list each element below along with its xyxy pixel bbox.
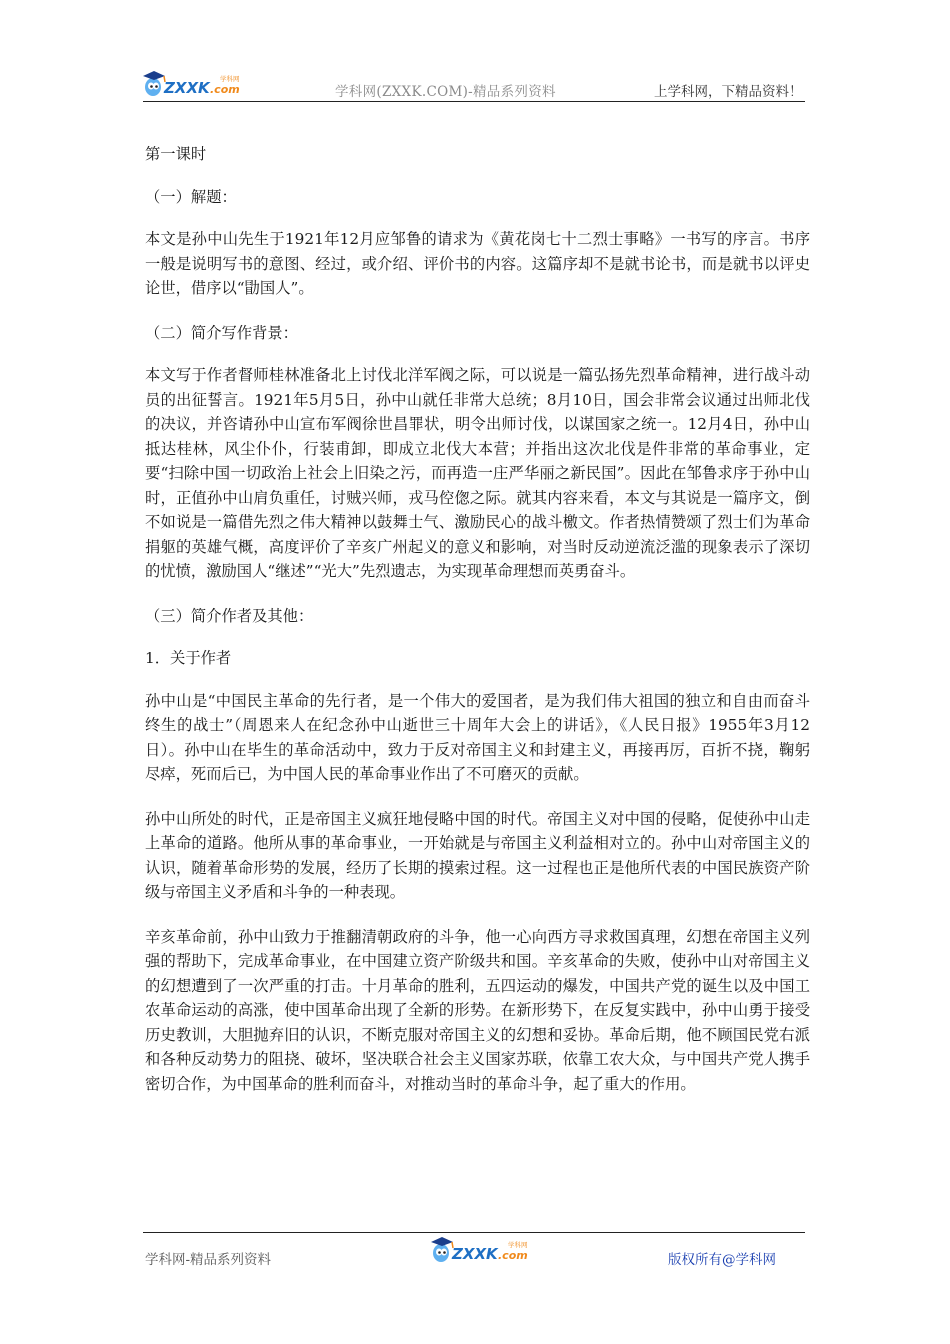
lesson-title: 第一课时 [145, 145, 207, 163]
svg-text:.com: .com [210, 83, 240, 96]
section-heading-topic: （一）解题： [145, 187, 237, 206]
header-logo[interactable] [140, 66, 250, 100]
paragraph-background: 本文写于作者督师桂林准备北上讨伐北洋军阀之际，可以说是一篇弘扬先烈革命精神，进行战斗动员的出征誓言。1921年5月5日，孙中山就任非常大总统；8月10日，国会非常会议通过出师北伐的决议，并咨请孙中山宣布军阀徐世昌罪状，明令出师讨伐，以谋国家之统一。12月4日，孙中山抵达桂林，风尘仆仆，行装甫卸，即成立北伐大本营；并指出这次北伐是件非常的革命事业，定要“扫除中国一切政治上社会上旧染之污，而再造一庄严华丽之新民国”。因此在邹鲁求序于孙中山时，正值孙中山肩负重任，讨贼兴师，戎马倥偬之际。就其内容来看，本文与其说是一篇序文，倒不如说是一篇借先烈之伟大精神以鼓舞士气、激励民心的战斗檄文。作者热情赞颂了烈士们为革命捐躯的英雄气概，高度评价了辛亥广州起义的意义和影响，对当时反动逆流泛滥的现象表示了深切的忧愤，激励国人“继述”“光大”先烈遗志，为实现革命理想而英勇奋斗。 [145, 366, 810, 580]
header-divider [143, 101, 805, 102]
paragraph-author-3: 辛亥革命前，孙中山致力于推翻清朝政府的斗争，他一心向西方寻求救国真理，幻想在帝国主义列强的帮助下，完成革命事业，在中国建立资产阶级共和国。辛亥革命的失败，使孙中山对帝国主义的幻想遭到了一次严重的打击。十月革命的胜利，五四运动的爆发，中国共产党的诞生以及中国工农革命运动的高涨，使中国革命出现了全新的形势。在新形势下，在反复实践中，孙中山勇于接受历史教训，大胆抛弃旧的认识，不断克服对帝国主义的幻想和妥协。革命后期，他不顾国民党右派和各种反动势力的阻挠、破坏，坚决联合社会主义国家苏联，依靠工农大众，与中国共产党人携手密切合作，为中国革命的胜利而奋斗，对推动当时的革命斗争，起了重大的作用。 [145, 927, 810, 1093]
zxxk-logo-icon [140, 66, 250, 100]
paragraph-topic: 本文是孙中山先生于1921年12月应邹鲁的请求为《黄花岗七十二烈士事略》一书写的序言。书序一般是说明写书的意图、经过，或介绍、评价书的内容。这篇序却不是就书论书，而是就书以评史论世，借序以“勖国人”。 [145, 230, 810, 297]
header-center-text: 学科网(ZXXK.COM)-精品系列资料 [335, 84, 556, 100]
svg-text:ZXXK: ZXXK [164, 79, 210, 97]
section-heading-author-and-other: （三）简介作者及其他： [145, 606, 314, 625]
document-body [145, 142, 810, 1116]
footer-logo[interactable] [428, 1232, 538, 1266]
section-heading-background: （二）简介写作背景： [145, 323, 298, 342]
paragraph-author-2: 孙中山所处的时代，正是帝国主义疯狂地侵略中国的时代。帝国主义对中国的侵略，促使孙中山走上革命的道路。他所从事的革命事业，一开始就是与帝国主义利益相对立的。孙中山对帝国主义的认识，随着革命形势的发展，经历了长期的摸索过程。这一过程也正是他所代表的中国民族资产阶级与帝国主义矛盾和斗争的一种表现。 [145, 809, 810, 901]
footer-copyright-link[interactable]: 版权所有@学科网 [668, 1252, 776, 1268]
paragraph-author-1: 孙中山是“中国民主革命的先行者，是一个伟大的爱国者，是为我们伟大祖国的独立和自由而奋斗终生的战士”（周恩来人在纪念孙中山逝世三十周年大会上的讲话》，《人民日报》1955年3月12日）。孙中山在毕生的革命活动中，致力于反对帝国主义和封建主义，再接再厉，百折不挠，鞠躬尽瘁，死而后已，为中国人民的革命事业作出了不可磨灭的贡献。 [145, 691, 810, 783]
svg-text:学科网: 学科网 [508, 1241, 528, 1249]
svg-text:.com: .com [498, 1249, 528, 1262]
footer-left-text: 学科网-精品系列资料 [145, 1252, 272, 1268]
svg-text:学科网: 学科网 [220, 75, 240, 83]
header-slogan: 上学科网，下精品资料！ [654, 84, 803, 100]
zxxk-logo-icon [428, 1232, 538, 1266]
svg-text:ZXXK: ZXXK [452, 1245, 498, 1263]
subsection-heading-author: 1．关于作者 [145, 649, 232, 667]
